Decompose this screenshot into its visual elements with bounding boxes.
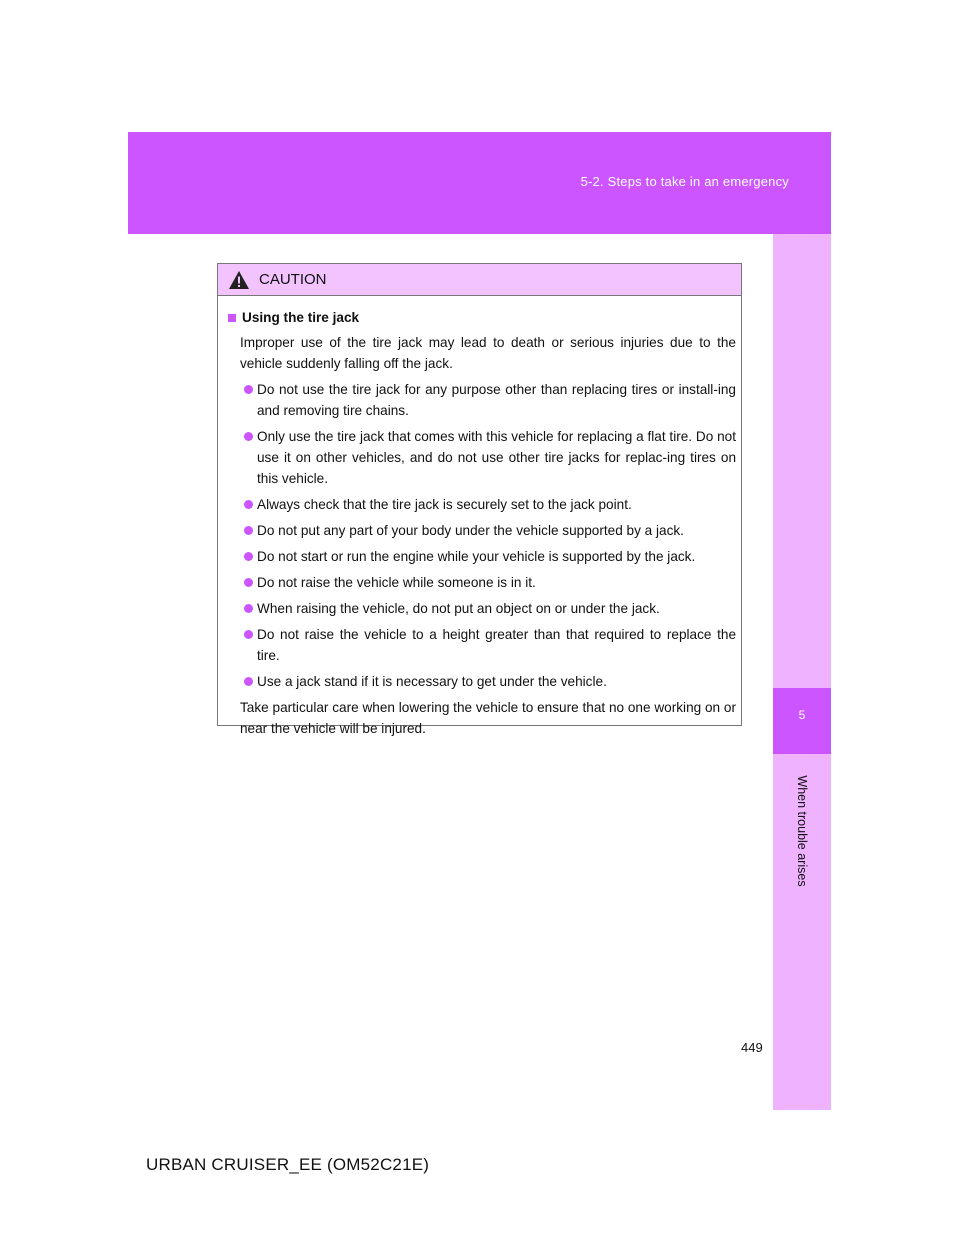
list-item: [257, 426, 736, 489]
bullet-dot-icon: [244, 677, 253, 686]
document-footer: URBAN CRUISER_EE (OM52C21E): [146, 1155, 430, 1174]
bullet-dot-icon: [244, 552, 253, 561]
list-item-text: Do not put any part of your body under the vehicle supported by a jack.: [257, 523, 684, 538]
list-item-text: Do not start or run the engine while your vehicle is supported by the jack.: [257, 549, 696, 564]
list-item: [257, 494, 736, 515]
list-item-text: When raising the vehicle, do not put an object on or under the jack.: [257, 601, 660, 616]
caution-body: [218, 296, 741, 739]
bullet-dot-icon: [244, 604, 253, 613]
chapter-number: 5: [798, 708, 806, 722]
square-bullet-icon: [228, 314, 236, 322]
bullet-dot-icon: [244, 385, 253, 394]
bullet-dot-icon: [244, 500, 253, 509]
list-item-text: Do not raise the vehicle to a height greater than that required to replace the tire.: [257, 627, 736, 663]
warning-triangle-icon: [228, 270, 250, 290]
chapter-header-band: [128, 132, 831, 234]
bullet-dot-icon: [244, 432, 253, 441]
caution-closing: Take particular care when lowering the vehicle to ensure that no one working on or near the vehicle will be injured.: [240, 700, 736, 736]
list-item-text: Always check that the tire jack is securely set to the jack point.: [257, 497, 632, 512]
list-item: [257, 598, 736, 619]
list-item: [257, 546, 736, 567]
list-item: [257, 572, 736, 593]
caution-heading-text: Using the tire jack: [242, 310, 360, 325]
list-item: [257, 379, 736, 421]
caution-header: [218, 264, 741, 296]
list-item-text: Use a jack stand if it is necessary to get under the vehicle.: [257, 674, 607, 689]
list-item: [257, 671, 736, 692]
chapter-side-tab: [773, 234, 831, 1110]
bullet-dot-icon: [244, 630, 253, 639]
list-item-text: Do not raise the vehicle while someone is in it.: [257, 575, 536, 590]
bullet-dot-icon: [244, 526, 253, 535]
chapter-number-block: [773, 688, 831, 754]
list-item: [257, 624, 736, 666]
caution-heading: [226, 307, 736, 328]
caution-intro: Improper use of the tire jack may lead to death or serious injuries due to the vehicle suddenly falling off the jack.: [240, 335, 736, 371]
caution-box: [217, 263, 742, 736]
page-number: 449: [741, 1040, 763, 1055]
caution-title: CAUTION: [259, 271, 327, 288]
list-item: [257, 520, 736, 541]
list-item-text: Do not use the tire jack for any purpose other than replacing tires or install-ing and removing tire chains.: [257, 382, 736, 418]
list-item-text: Only use the tire jack that comes with this vehicle for replacing a flat tire. Do not use it on other vehicles, and do not use other tire jacks for replac-ing tires on this vehicle.: [257, 429, 736, 486]
bullet-dot-icon: [244, 578, 253, 587]
section-title: 5-2. Steps to take in an emergency: [580, 174, 789, 189]
chapter-label: When trouble arises: [795, 775, 809, 887]
